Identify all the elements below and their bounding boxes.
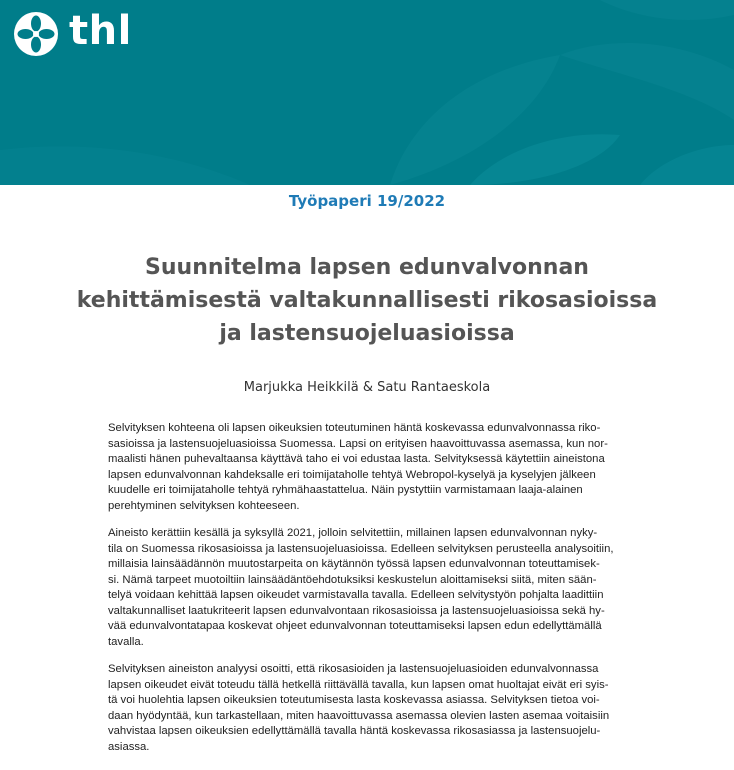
text-line: si. Nämä tarpeet muotoiltiin lainsäädäntöehdotuksiksi keskustelun aloittamiseksi siitä, miten sään- [108,573,597,586]
abstract-paragraph [108,662,636,755]
title-line: Suunnitelma lapsen edunvalvonnan [145,255,589,280]
text-line: daan hyödyntää, kun tarkastellaan, miten haavoittuvassa asemassa olevien lasten asemaa voitaisiin [108,709,610,722]
abstract-paragraph [108,421,636,514]
abstract-paragraph [108,526,636,650]
authors: Marjukka Heikkilä & Satu Rantaeskola [243,380,491,395]
text-line: maalisti hänen puhevaltaansa käyttävä taho ei voi edustaa lasta. Selvityksessä käytettiin aineistona [108,453,605,465]
text-line: Aineisto kerättiin kesällä ja syksyllä 2021, jolloin selvitettiin, millainen lapsen edunvalvonnan nyky- [108,527,598,539]
flower-icon [13,11,59,57]
text-line: perehtyminen selvityksen kohteeseen. [108,499,300,512]
title-line: kehittämisestä valtakunnallisesti rikosasioissa [76,288,658,313]
logo-wordmark: thl [69,8,132,54]
text-line: valtakunnalliset laatukriteerit lapsen edunvalvontaan rikosasioissa ja lastensuojeluasioissa sekä hy- [108,604,605,617]
text-line: asiassa. [108,740,150,753]
text-line: sasioissa ja lastensuojeluasioissa Suomessa. Lapsi on erityisen haavoittuvassa asemassa, kun nor- [108,437,608,450]
text-line: Selvityksen aineiston analyysi osoitti, että rikosasioiden ja lastensuojeluasioiden edunvalvonnassa [108,663,599,675]
text-line: tä voi huolehtia lapsen oikeuksien toteutumisesta lasta koskevassa asiassa. Selvityksen tietoa voi- [108,694,600,706]
text-line: Selvityksen kohteena oli lapsen oikeuksien toteutuminen häntä koskevassa edunvalvonnassa riko- [108,422,601,434]
text-line: vää edunvalvontatapaa koskevat ohjeet edunvalvonnan toteuttamiseksi lapsen edun edellyttämällä [108,620,602,632]
text-line: tavalla. [108,635,144,648]
cover-banner [0,0,734,185]
text-line: lapsen oikeudet eivät toteudu tällä hetkellä riittävällä tavalla, kun lapsen omat huoltajat eivät eri syis- [108,678,609,691]
text-line: lapsen edunvalvonnan kahdeksalle eri toimijataholle tehtyä Webropol-kyselyä ja kyselyjen jälkeen [108,468,596,481]
text-line: telyä voidaan kehittää lapsen oikeudet varmistavalla tavalla. Edelleen selvitystyön pohjalta laadittiin [108,589,604,601]
text-line: tila on Suomessa rikosasioissa ja lastensuojeluasioissa. Edelleen selvityksen perusteella analysoitiin, [108,542,614,555]
series-label: Työpaperi 19/2022 [288,192,446,210]
text-line: vahvistaa lapsen oikeuksien edellyttämällä tavalla häntä koskevassa rikosasiassa ja lastensuojelu- [108,725,601,737]
text-line: millaisia lainsäädännön muutostarpeita on käytännön työssä lapsen edunvalvonnan toteuttamisek- [108,558,600,570]
title-line: ja lastensuojeluasioissa [219,321,515,346]
thl-logo [13,8,132,57]
abstract-body [108,421,636,767]
document-title [60,251,674,350]
text-line: kuudelle eri toimijataholle tehtyä ryhmähaastattelua. Näin pystyttiin varmistamaan laaja-alainen [108,484,583,496]
